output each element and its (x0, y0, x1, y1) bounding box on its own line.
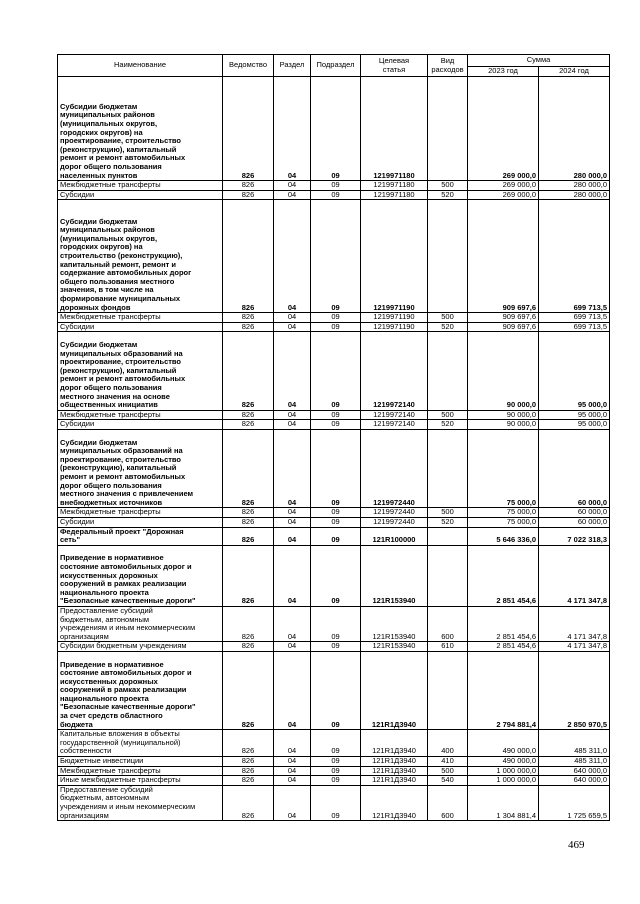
row-section: 04 (274, 181, 311, 191)
row-target: 121R1Д3940 (361, 730, 428, 757)
row-sum-2024: 280 000,0 (539, 190, 610, 200)
row-dept: 826 (223, 332, 274, 410)
row-section: 04 (274, 200, 311, 313)
row-name: Бюджетные инвестиции (58, 757, 223, 767)
row-dept: 826 (223, 410, 274, 420)
row-dept: 826 (223, 785, 274, 820)
row-subsection: 09 (311, 651, 361, 729)
row-section: 04 (274, 508, 311, 518)
row-sum-2024: 4 171 347,8 (539, 606, 610, 641)
row-kind: 600 (428, 606, 468, 641)
row-section: 04 (274, 642, 311, 652)
row-subsection: 09 (311, 429, 361, 507)
row-subsection: 09 (311, 181, 361, 191)
row-kind: 500 (428, 410, 468, 420)
row-subsection: 09 (311, 642, 361, 652)
row-target: 1219971180 (361, 181, 428, 191)
row-name: Капитальные вложения в объекты государственной (муниципальной) собственности (58, 730, 223, 757)
row-section: 04 (274, 517, 311, 527)
table-row (58, 642, 610, 652)
row-kind: 520 (428, 517, 468, 527)
row-subsection: 09 (311, 776, 361, 786)
row-sum-2023: 75 000,0 (468, 517, 539, 527)
row-dept: 826 (223, 313, 274, 323)
header-target: Целевая статья (361, 55, 428, 77)
table-row (58, 77, 610, 181)
row-kind: 500 (428, 181, 468, 191)
row-target: 121R1Д3940 (361, 757, 428, 767)
row-name: Субсидии (58, 420, 223, 430)
row-dept: 826 (223, 527, 274, 545)
header-kind: Вид расходов (428, 55, 468, 77)
row-sum-2024: 95 000,0 (539, 420, 610, 430)
row-name: Приведение в нормативное состояние автомобильных дорог и искусственных дорожных сооружений в рамках реализации национального проекта "Безопасные качественные дороги" за счет средств областного бюджета (58, 651, 223, 729)
row-subsection: 09 (311, 313, 361, 323)
row-kind: 500 (428, 766, 468, 776)
row-target: 1219972140 (361, 420, 428, 430)
row-sum-2024: 4 171 347,8 (539, 642, 610, 652)
table-row (58, 313, 610, 323)
row-section: 04 (274, 77, 311, 181)
row-dept: 826 (223, 190, 274, 200)
row-name: Субсидии бюджетам муниципальных образований на проектирование, строительство (реконструкцию), капитальный ремонт и ремонт автомобильных дорог общего пользования местного значения с привлечением внебюджетных источников (58, 429, 223, 507)
row-section: 04 (274, 190, 311, 200)
table-row (58, 410, 610, 420)
row-subsection: 09 (311, 508, 361, 518)
header-sum: Сумма (468, 55, 610, 67)
row-name: Межбюджетные трансферты (58, 181, 223, 191)
table-row (58, 766, 610, 776)
row-sum-2023: 909 697,6 (468, 322, 539, 332)
row-kind: 400 (428, 730, 468, 757)
row-sum-2023: 1 304 881,4 (468, 785, 539, 820)
header-subsection: Подраздел (311, 55, 361, 77)
row-name: Субсидии (58, 517, 223, 527)
row-subsection: 09 (311, 545, 361, 606)
row-sum-2024: 699 713,5 (539, 313, 610, 323)
row-dept: 826 (223, 545, 274, 606)
row-sum-2024: 280 000,0 (539, 77, 610, 181)
row-name: Субсидии (58, 190, 223, 200)
row-name: Предоставление субсидий бюджетным, автономным учреждениям и иным некоммерческим организациям (58, 785, 223, 820)
row-kind (428, 429, 468, 507)
header-name: Наименование (58, 55, 223, 77)
row-sum-2024: 2 850 970,5 (539, 651, 610, 729)
header-section: Раздел (274, 55, 311, 77)
row-subsection: 09 (311, 785, 361, 820)
table-row (58, 508, 610, 518)
row-name: Субсидии (58, 322, 223, 332)
row-kind: 520 (428, 190, 468, 200)
row-sum-2023: 1 000 000,0 (468, 766, 539, 776)
row-sum-2023: 90 000,0 (468, 420, 539, 430)
row-target: 1219971190 (361, 322, 428, 332)
row-subsection: 09 (311, 766, 361, 776)
row-sum-2024: 60 000,0 (539, 517, 610, 527)
row-kind (428, 651, 468, 729)
row-sum-2024: 640 000,0 (539, 766, 610, 776)
table-row (58, 332, 610, 410)
row-subsection: 09 (311, 757, 361, 767)
row-target: 121R1Д3940 (361, 651, 428, 729)
table-row (58, 190, 610, 200)
row-sum-2023: 490 000,0 (468, 757, 539, 767)
row-kind (428, 200, 468, 313)
table-row (58, 757, 610, 767)
row-target: 1219972440 (361, 429, 428, 507)
row-dept: 826 (223, 642, 274, 652)
row-target: 1219971180 (361, 190, 428, 200)
table-row (58, 517, 610, 527)
row-name: Субсидии бюджетам муниципальных образований на проектирование, строительство (реконструкцию), капитальный ремонт и ремонт автомобильных дорог общего пользования местного значения на основе общественных инициатив (58, 332, 223, 410)
row-sum-2023: 269 000,0 (468, 181, 539, 191)
row-subsection: 09 (311, 332, 361, 410)
row-kind (428, 77, 468, 181)
row-dept: 826 (223, 508, 274, 518)
row-dept: 826 (223, 606, 274, 641)
row-dept: 826 (223, 429, 274, 507)
row-target: 1219971190 (361, 313, 428, 323)
row-kind: 410 (428, 757, 468, 767)
row-section: 04 (274, 313, 311, 323)
row-kind: 600 (428, 785, 468, 820)
row-sum-2023: 90 000,0 (468, 410, 539, 420)
row-section: 04 (274, 332, 311, 410)
row-kind (428, 545, 468, 606)
row-subsection: 09 (311, 730, 361, 757)
row-sum-2023: 2 851 454,6 (468, 642, 539, 652)
table-row (58, 322, 610, 332)
row-section: 04 (274, 527, 311, 545)
row-name: Субсидии бюджетам муниципальных районов (муниципальных округов, городских округов) на строительство (реконструкцию), капитальный ремонт, ремонт и содержание автомобильных дорог общего пользования местного значения, в том числе на формирование муниципальных дорожных фондов (58, 200, 223, 313)
budget-table (57, 54, 610, 821)
row-sum-2024: 485 311,0 (539, 757, 610, 767)
row-kind: 610 (428, 642, 468, 652)
row-sum-2023: 269 000,0 (468, 190, 539, 200)
row-name: Иные межбюджетные трансферты (58, 776, 223, 786)
row-kind: 500 (428, 508, 468, 518)
row-dept: 826 (223, 766, 274, 776)
row-target: 121R1Д3940 (361, 776, 428, 786)
row-sum-2023: 90 000,0 (468, 332, 539, 410)
row-sum-2024: 60 000,0 (539, 429, 610, 507)
row-dept: 826 (223, 517, 274, 527)
row-section: 04 (274, 410, 311, 420)
row-sum-2023: 269 000,0 (468, 77, 539, 181)
table-body (58, 77, 610, 821)
table-row (58, 181, 610, 191)
row-name: Межбюджетные трансферты (58, 766, 223, 776)
row-sum-2023: 909 697,6 (468, 200, 539, 313)
row-dept: 826 (223, 322, 274, 332)
row-section: 04 (274, 606, 311, 641)
row-section: 04 (274, 420, 311, 430)
header-year-2023: 2023 год (468, 67, 539, 77)
row-dept: 826 (223, 651, 274, 729)
row-sum-2024: 640 000,0 (539, 776, 610, 786)
row-section: 04 (274, 785, 311, 820)
row-target: 121R153940 (361, 642, 428, 652)
row-section: 04 (274, 322, 311, 332)
row-section: 04 (274, 757, 311, 767)
row-name: Федеральный проект "Дорожная сеть" (58, 527, 223, 545)
table-row (58, 785, 610, 820)
row-sum-2024: 95 000,0 (539, 332, 610, 410)
row-sum-2024: 699 713,5 (539, 322, 610, 332)
row-dept: 826 (223, 77, 274, 181)
row-sum-2024: 485 311,0 (539, 730, 610, 757)
row-target: 1219972140 (361, 410, 428, 420)
table-row (58, 545, 610, 606)
row-sum-2024: 60 000,0 (539, 508, 610, 518)
row-kind: 520 (428, 420, 468, 430)
row-target: 121R1Д3940 (361, 785, 428, 820)
row-kind (428, 332, 468, 410)
table-row (58, 527, 610, 545)
row-dept: 826 (223, 181, 274, 191)
row-sum-2023: 490 000,0 (468, 730, 539, 757)
row-target: 1219972440 (361, 508, 428, 518)
row-kind: 540 (428, 776, 468, 786)
budget-table-sheet (57, 54, 609, 821)
row-dept: 826 (223, 200, 274, 313)
row-sum-2024: 1 725 659,5 (539, 785, 610, 820)
row-sum-2023: 1 000 000,0 (468, 776, 539, 786)
row-section: 04 (274, 730, 311, 757)
row-sum-2024: 7 022 318,3 (539, 527, 610, 545)
row-target: 121R153940 (361, 545, 428, 606)
row-sum-2023: 75 000,0 (468, 508, 539, 518)
row-section: 04 (274, 766, 311, 776)
row-subsection: 09 (311, 200, 361, 313)
row-sum-2023: 75 000,0 (468, 429, 539, 507)
row-dept: 826 (223, 757, 274, 767)
row-name: Субсидии бюджетным учреждениям (58, 642, 223, 652)
row-target: 121R1Д3940 (361, 766, 428, 776)
row-section: 04 (274, 651, 311, 729)
row-target: 121R153940 (361, 606, 428, 641)
table-row (58, 606, 610, 641)
header-year-2024: 2024 год (539, 67, 610, 77)
row-sum-2024: 280 000,0 (539, 181, 610, 191)
row-sum-2023: 2 851 454,6 (468, 606, 539, 641)
row-target: 1219971180 (361, 77, 428, 181)
row-sum-2024: 4 171 347,8 (539, 545, 610, 606)
row-subsection: 09 (311, 410, 361, 420)
row-subsection: 09 (311, 606, 361, 641)
table-header (58, 55, 610, 77)
row-target: 1219971190 (361, 200, 428, 313)
row-subsection: 09 (311, 517, 361, 527)
table-row (58, 651, 610, 729)
row-dept: 826 (223, 420, 274, 430)
row-sum-2024: 699 713,5 (539, 200, 610, 313)
row-name: Межбюджетные трансферты (58, 508, 223, 518)
row-subsection: 09 (311, 322, 361, 332)
row-section: 04 (274, 429, 311, 507)
row-name: Субсидии бюджетам муниципальных районов (муниципальных округов, городских округов) на проектирование, строительство (реконструкцию), капитальный ремонт и ремонт автомобильных дорог общего пользования населенных пунктов (58, 77, 223, 181)
row-name: Приведение в нормативное состояние автомобильных дорог и искусственных дорожных сооружений в рамках реализации национального проекта "Безопасные качественные дороги" (58, 545, 223, 606)
row-sum-2023: 2 794 881,4 (468, 651, 539, 729)
table-row (58, 200, 610, 313)
header-dept: Ведомство (223, 55, 274, 77)
row-kind: 520 (428, 322, 468, 332)
row-dept: 826 (223, 776, 274, 786)
row-sum-2024: 95 000,0 (539, 410, 610, 420)
row-target: 1219972140 (361, 332, 428, 410)
row-kind (428, 527, 468, 545)
row-subsection: 09 (311, 420, 361, 430)
row-kind: 500 (428, 313, 468, 323)
row-sum-2023: 5 646 336,0 (468, 527, 539, 545)
row-sum-2023: 909 697,6 (468, 313, 539, 323)
row-subsection: 09 (311, 77, 361, 181)
row-sum-2023: 2 851 454,6 (468, 545, 539, 606)
row-target: 121R100000 (361, 527, 428, 545)
row-name: Межбюджетные трансферты (58, 313, 223, 323)
row-target: 1219972440 (361, 517, 428, 527)
table-row (58, 429, 610, 507)
table-row (58, 730, 610, 757)
row-name: Предоставление субсидий бюджетным, автономным учреждениям и иным некоммерческим организациям (58, 606, 223, 641)
page-number: 469 (568, 839, 585, 851)
table-row (58, 420, 610, 430)
row-subsection: 09 (311, 190, 361, 200)
row-section: 04 (274, 545, 311, 606)
row-dept: 826 (223, 730, 274, 757)
table-row (58, 776, 610, 786)
row-subsection: 09 (311, 527, 361, 545)
row-section: 04 (274, 776, 311, 786)
row-name: Межбюджетные трансферты (58, 410, 223, 420)
